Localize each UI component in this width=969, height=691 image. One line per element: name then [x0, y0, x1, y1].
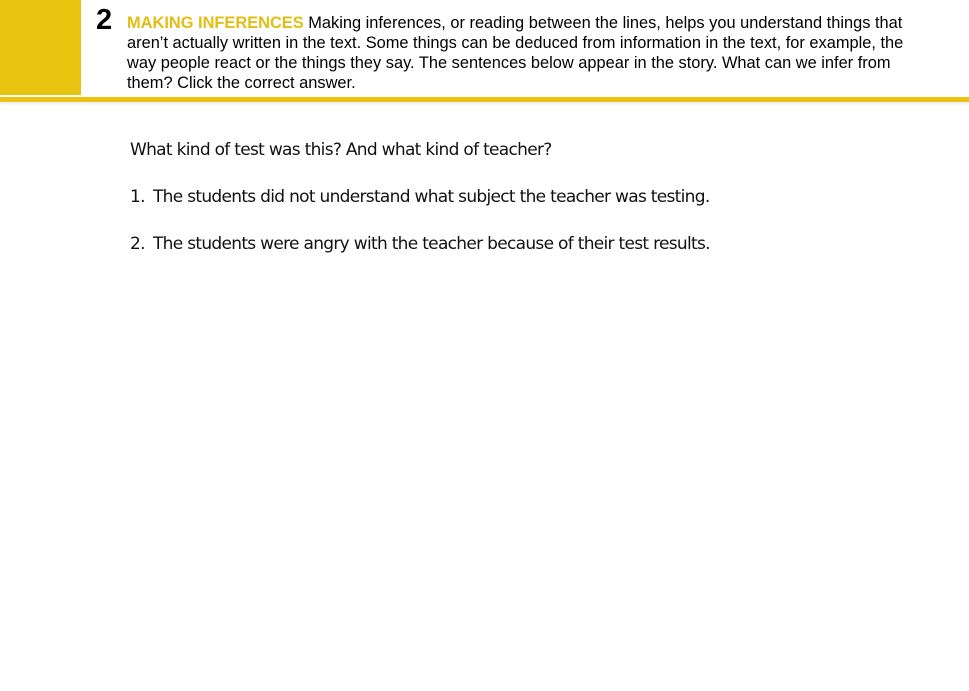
question-area	[130, 137, 910, 278]
exercise-number: 2	[96, 4, 113, 36]
instructions-text: Making inferences, or reading between the lines, helps you understand things that aren’t actually written in the text. Some things can be deduced from information in the text, for example, the way people react or the things they say. The sentences below appear in the story. What can we infer from them? Click the correct answer.	[127, 14, 904, 92]
question-prompt: What kind of test was this? And what kind of teacher?	[130, 140, 552, 160]
answer-text: The students were angry with the teacher because of their test results.	[153, 234, 710, 254]
answer-number: 1.	[130, 187, 145, 207]
header-divider	[0, 97, 969, 102]
answer-number: 2.	[130, 234, 145, 254]
instructions-paragraph	[127, 13, 917, 93]
answer-option-2[interactable]	[130, 231, 910, 257]
header-accent-block	[0, 0, 81, 95]
section-title: MAKING INFERENCES	[127, 14, 304, 32]
answer-option-1[interactable]	[130, 184, 910, 210]
answer-text: The students did not understand what subject the teacher was testing.	[153, 187, 710, 207]
